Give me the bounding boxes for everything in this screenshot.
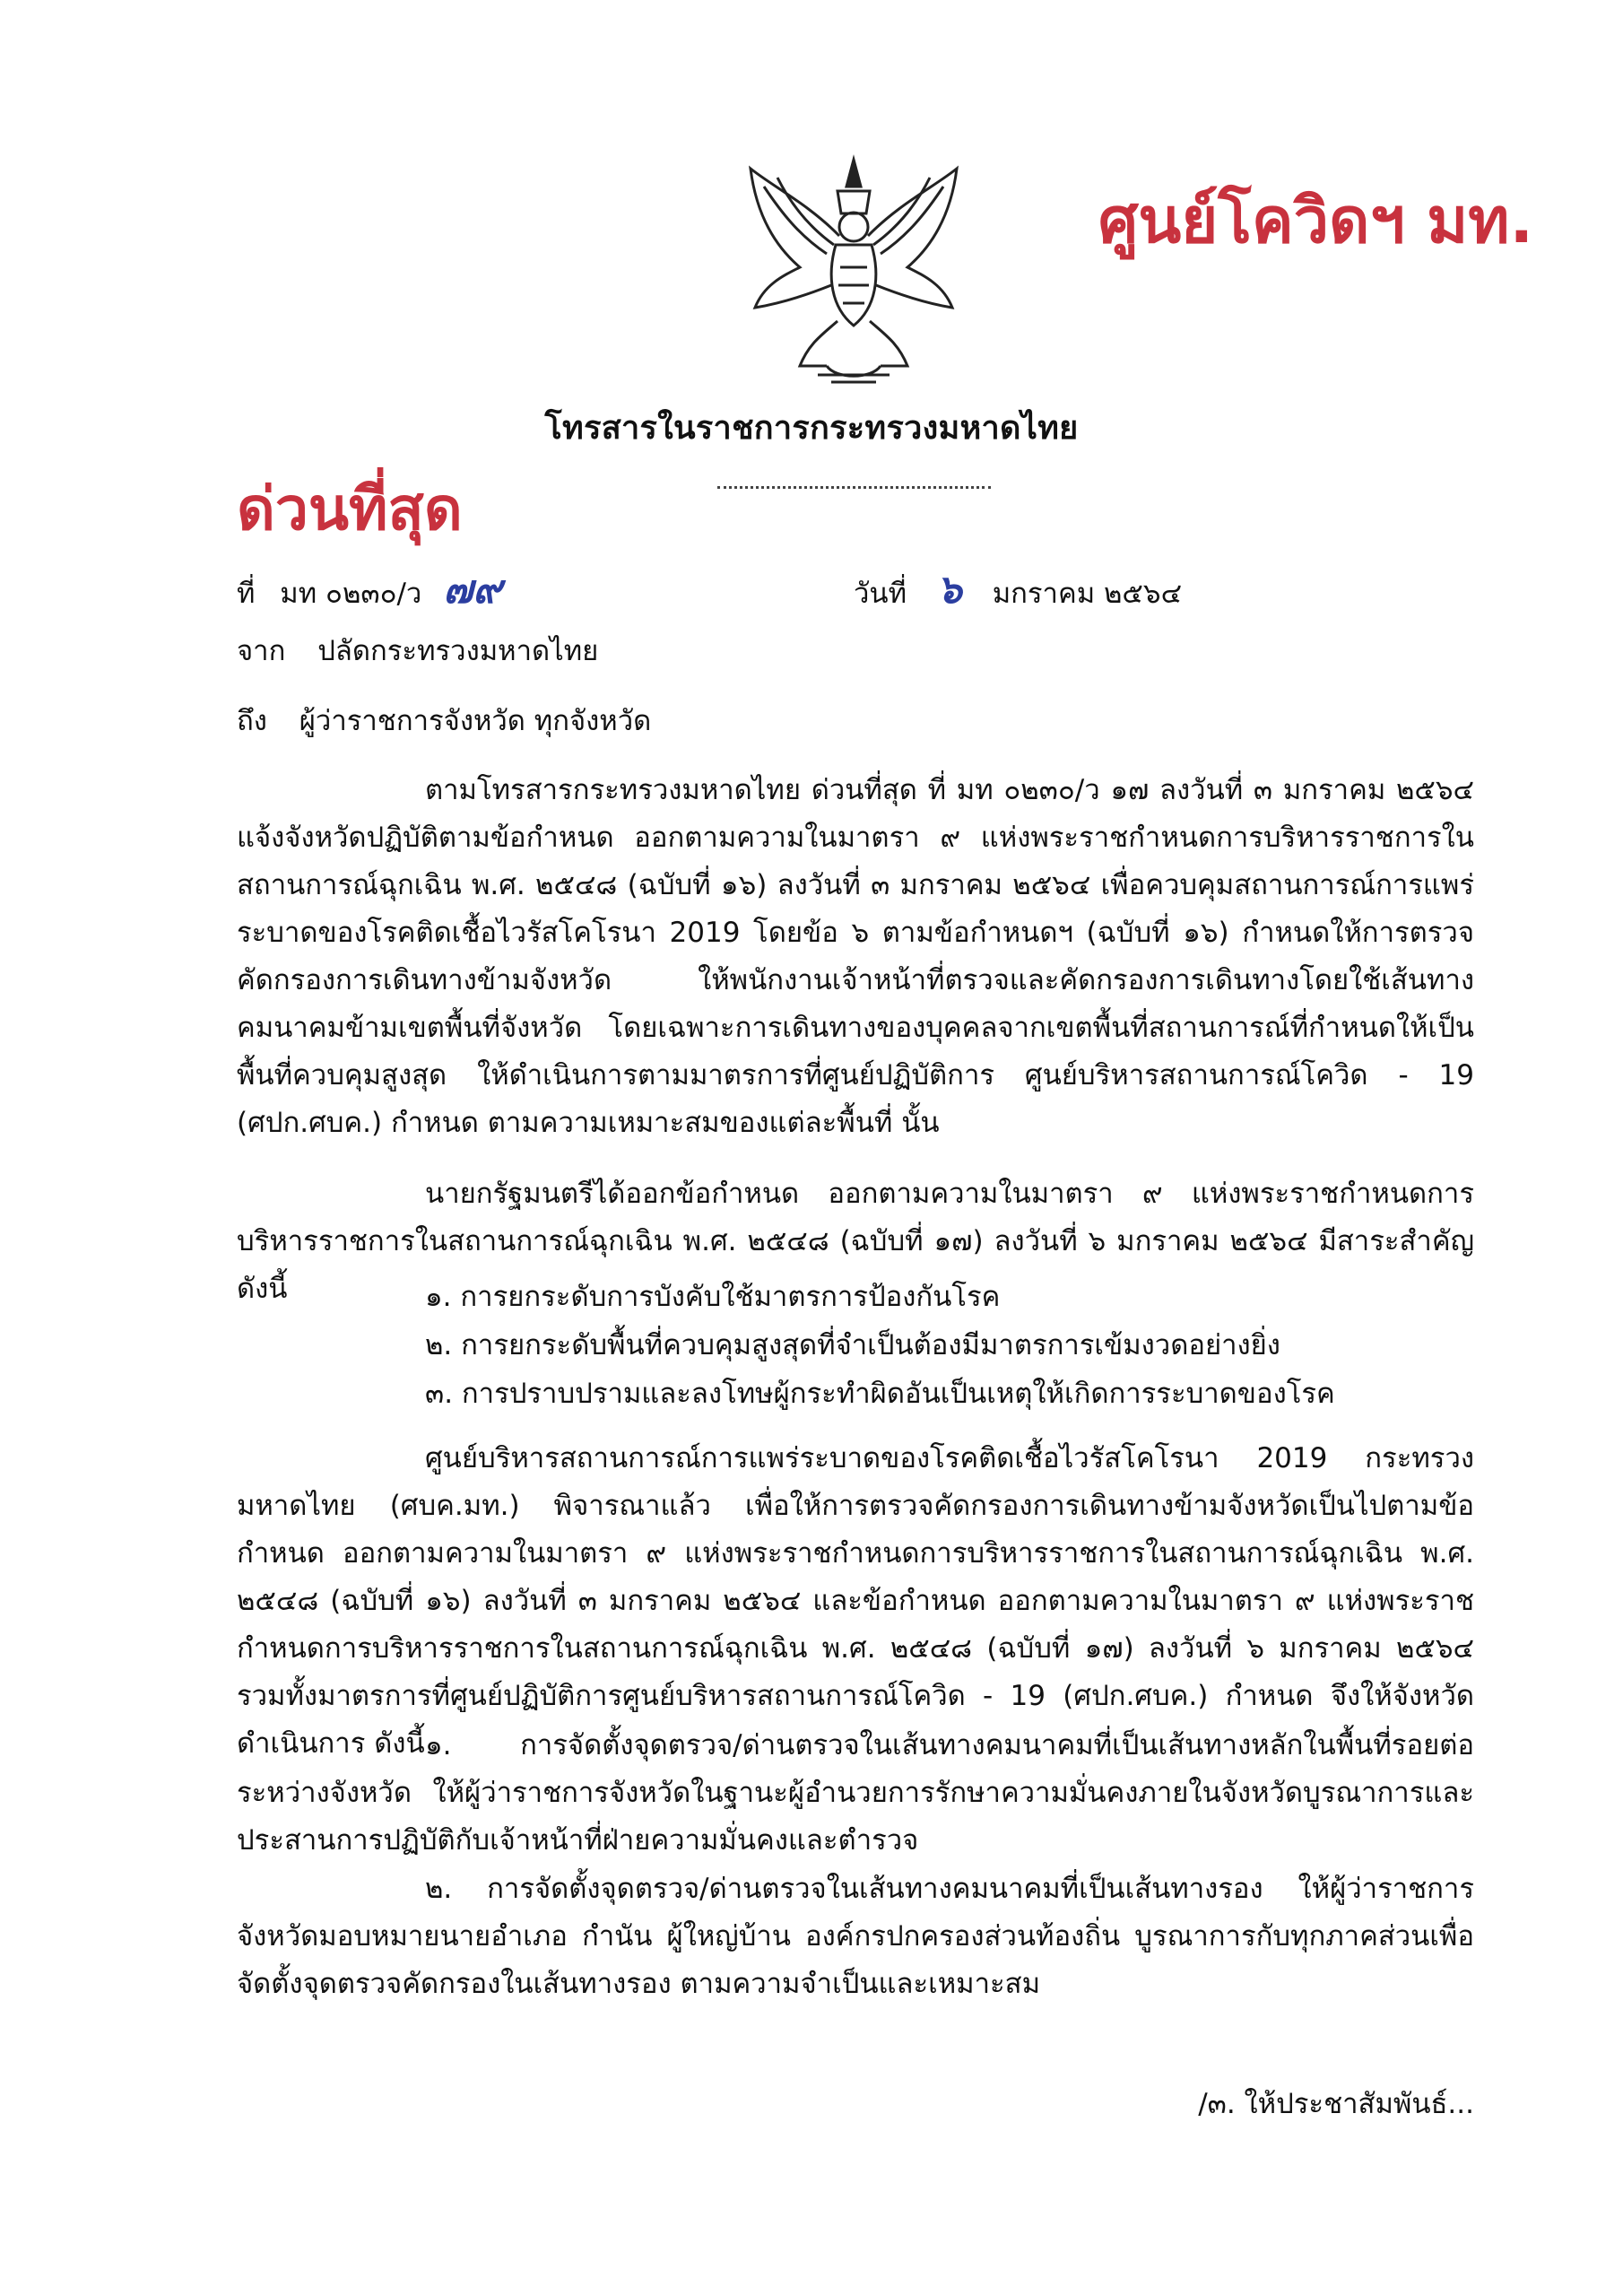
from-value: ปลัดกระทรวงมหาดไทย [317,635,599,667]
to-value: ผู้ว่าราชการจังหวัด ทุกจังหวัด [299,705,652,737]
to-row [237,698,651,743]
covid-center-stamp: ศูนย์โควิดฯ มท. [1098,184,1534,257]
list-item: ๓. การปราบปรามและลงโทษผู้กระทำผิดอันเป็นเหตุให้เกิดการระบาดของโรค [425,1378,1335,1410]
ref-row [237,558,502,621]
dotted-line [717,474,991,489]
list-item: ๑. การยกระดับการบังคับใช้มาตรการป้องกันโรค [425,1281,1001,1313]
list-item: ๒. การยกระดับพื้นที่ควบคุมสูงสุดที่จำเป็นต้องมีมาตรการเข้มงวดอย่างยิ่ง [425,1329,1280,1361]
date-label: วันที่ [854,578,907,610]
from-label: จาก [237,635,286,667]
paragraph-2: นายกรัฐมนตรีได้ออกข้อกำหนด ออกตามความในมาตรา ๙ แห่งพระราชกำหนดการบริหารราชการในสถานการณ์ฉุกเฉิน พ.ศ. ๒๕๔๘ (ฉบับที่ ๑๗) ลงวันที่ ๖ มกราคม ๒๕๖๔ มีสาระสำคัญ ดังนี้ [237,1178,1474,1305]
ref-prefix: มท ๐๒๓๐/ว [280,578,422,610]
ref-number: ๗๙ [443,567,502,613]
garuda-emblem [737,151,970,388]
date-month-year: มกราคม ๒๕๖๔ [992,578,1183,610]
to-label: ถึง [237,705,267,737]
from-row [237,628,598,673]
continuation-note: /๓. ให้ประชาสัมพันธ์... [1198,2088,1474,2120]
paragraph-3: ศูนย์บริหารสถานการณ์การแพร่ระบาดของโรคติดเชื้อไวรัสโคโรนา 2019 กระทรวงมหาดไทย (ศบค.มท.) พิจารณาแล้ว เพื่อให้การตรวจคัดกรองการเดินทางข้ามจังหวัดเป็นไปตามข้อกำหนด ออกตามความในมาตรา ๙ แห่งพระราชกำหนดการบริหารราชการในสถานการณ์ฉุกเฉิน พ.ศ. ๒๕๔๘ (ฉบับที่ ๑๖) ลงวันที่ ๓ มกราคม ๒๕๖๔ และข้อกำหนด ออกตามความในมาตรา ๙ แห่งพระราชกำหนดการบริหารราชการในสถานการณ์ฉุกเฉิน พ.ศ. ๒๕๔๘ (ฉบับที่ ๑๗) ลงวันที่ ๖ มกราคม ๒๕๖๔ รวมทั้งมาตรการที่ศูนย์ปฏิบัติการศูนย์บริหารสถานการณ์โควิด - 19 (ศปก.ศบค.) กำหนด จึงให้จังหวัดดำเนินการ ดังนี้ [237,1442,1474,1760]
document-title: โทรสารในราชการกระทรวงมหาดไทย [544,410,1079,447]
paragraph-1: ตามโทรสารกระทรวงมหาดไทย ด่วนที่สุด ที่ มท ๐๒๓๐/ว ๑๗ ลงวันที่ ๓ มกราคม ๒๕๖๔ แจ้งจังหวัดปฏิบัติตามข้อกำหนด ออกตามความในมาตรา ๙ แห่งพระราชกำหนดการบริหารราชการในสถานการณ์ฉุกเฉิน พ.ศ. ๒๕๔๘ (ฉบับที่ ๑๖) ลงวันที่ ๓ มกราคม ๒๕๖๔ เพื่อควบคุมสถานการณ์การแพร่ระบาดของโรคติดเชื้อไวรัสโคโรนา 2019 โดยข้อ ๖ ตามข้อกำหนดฯ (ฉบับที่ ๑๖) กำหนดให้การตรวจคัดกรองการเดินทางข้ามจังหวัด ให้พนักงานเจ้าหน้าที่ตรวจและคัดกรองการเดินทางโดยใช้เส้นทางคมนาคมข้ามเขตพื้นที่จังหวัด โดยเฉพาะการเดินทางของบุคคลจากเขตพื้นที่สถานการณ์ที่กำหนดให้เป็นพื้นที่ควบคุมสูงสุด ให้ดำเนินการตามมาตรการที่ศูนย์ปฏิบัติการ ศูนย์บริหารสถานการณ์โควิด - 19 (ศปก.ศบค.) กำหนด ตามความเหมาะสมของแต่ละพื้นที่ นั้น [237,774,1474,1139]
ref-label: ที่ [237,578,256,610]
urgency-stamp: ด่วนที่สุด [237,474,463,544]
date-day: ๖ [936,567,962,613]
measure-item-2: ๒. การจัดตั้งจุดตรวจ/ด่านตรวจในเส้นทางคมนาคมที่เป็นเส้นทางรอง ให้ผู้ว่าราชการจังหวัดมอบหมายนายอำเภอ กำนัน ผู้ใหญ่บ้าน องค์กรปกครองส่วนท้องถิ่น บูรณาการกับทุกภาคส่วนเพื่อจัดตั้งจุดตรวจคัดกรองในเส้นทางรอง ตามความจำเป็นและเหมาะสม [237,1873,1474,2000]
measure-item-1: ๑. การจัดตั้งจุดตรวจ/ด่านตรวจในเส้นทางคมนาคมที่เป็นเส้นทางหลักในพื้นที่รอยต่อระหว่างจังหวัด ให้ผู้ว่าราชการจังหวัดในฐานะผู้อำนวยการรักษาความมั่นคงภายในจังหวัดบูรณาการและประสานการปฏิบัติกับเจ้าหน้าที่ฝ่ายความมั่นคงและตำรวจ [237,1729,1474,1857]
date-row [854,558,1182,621]
